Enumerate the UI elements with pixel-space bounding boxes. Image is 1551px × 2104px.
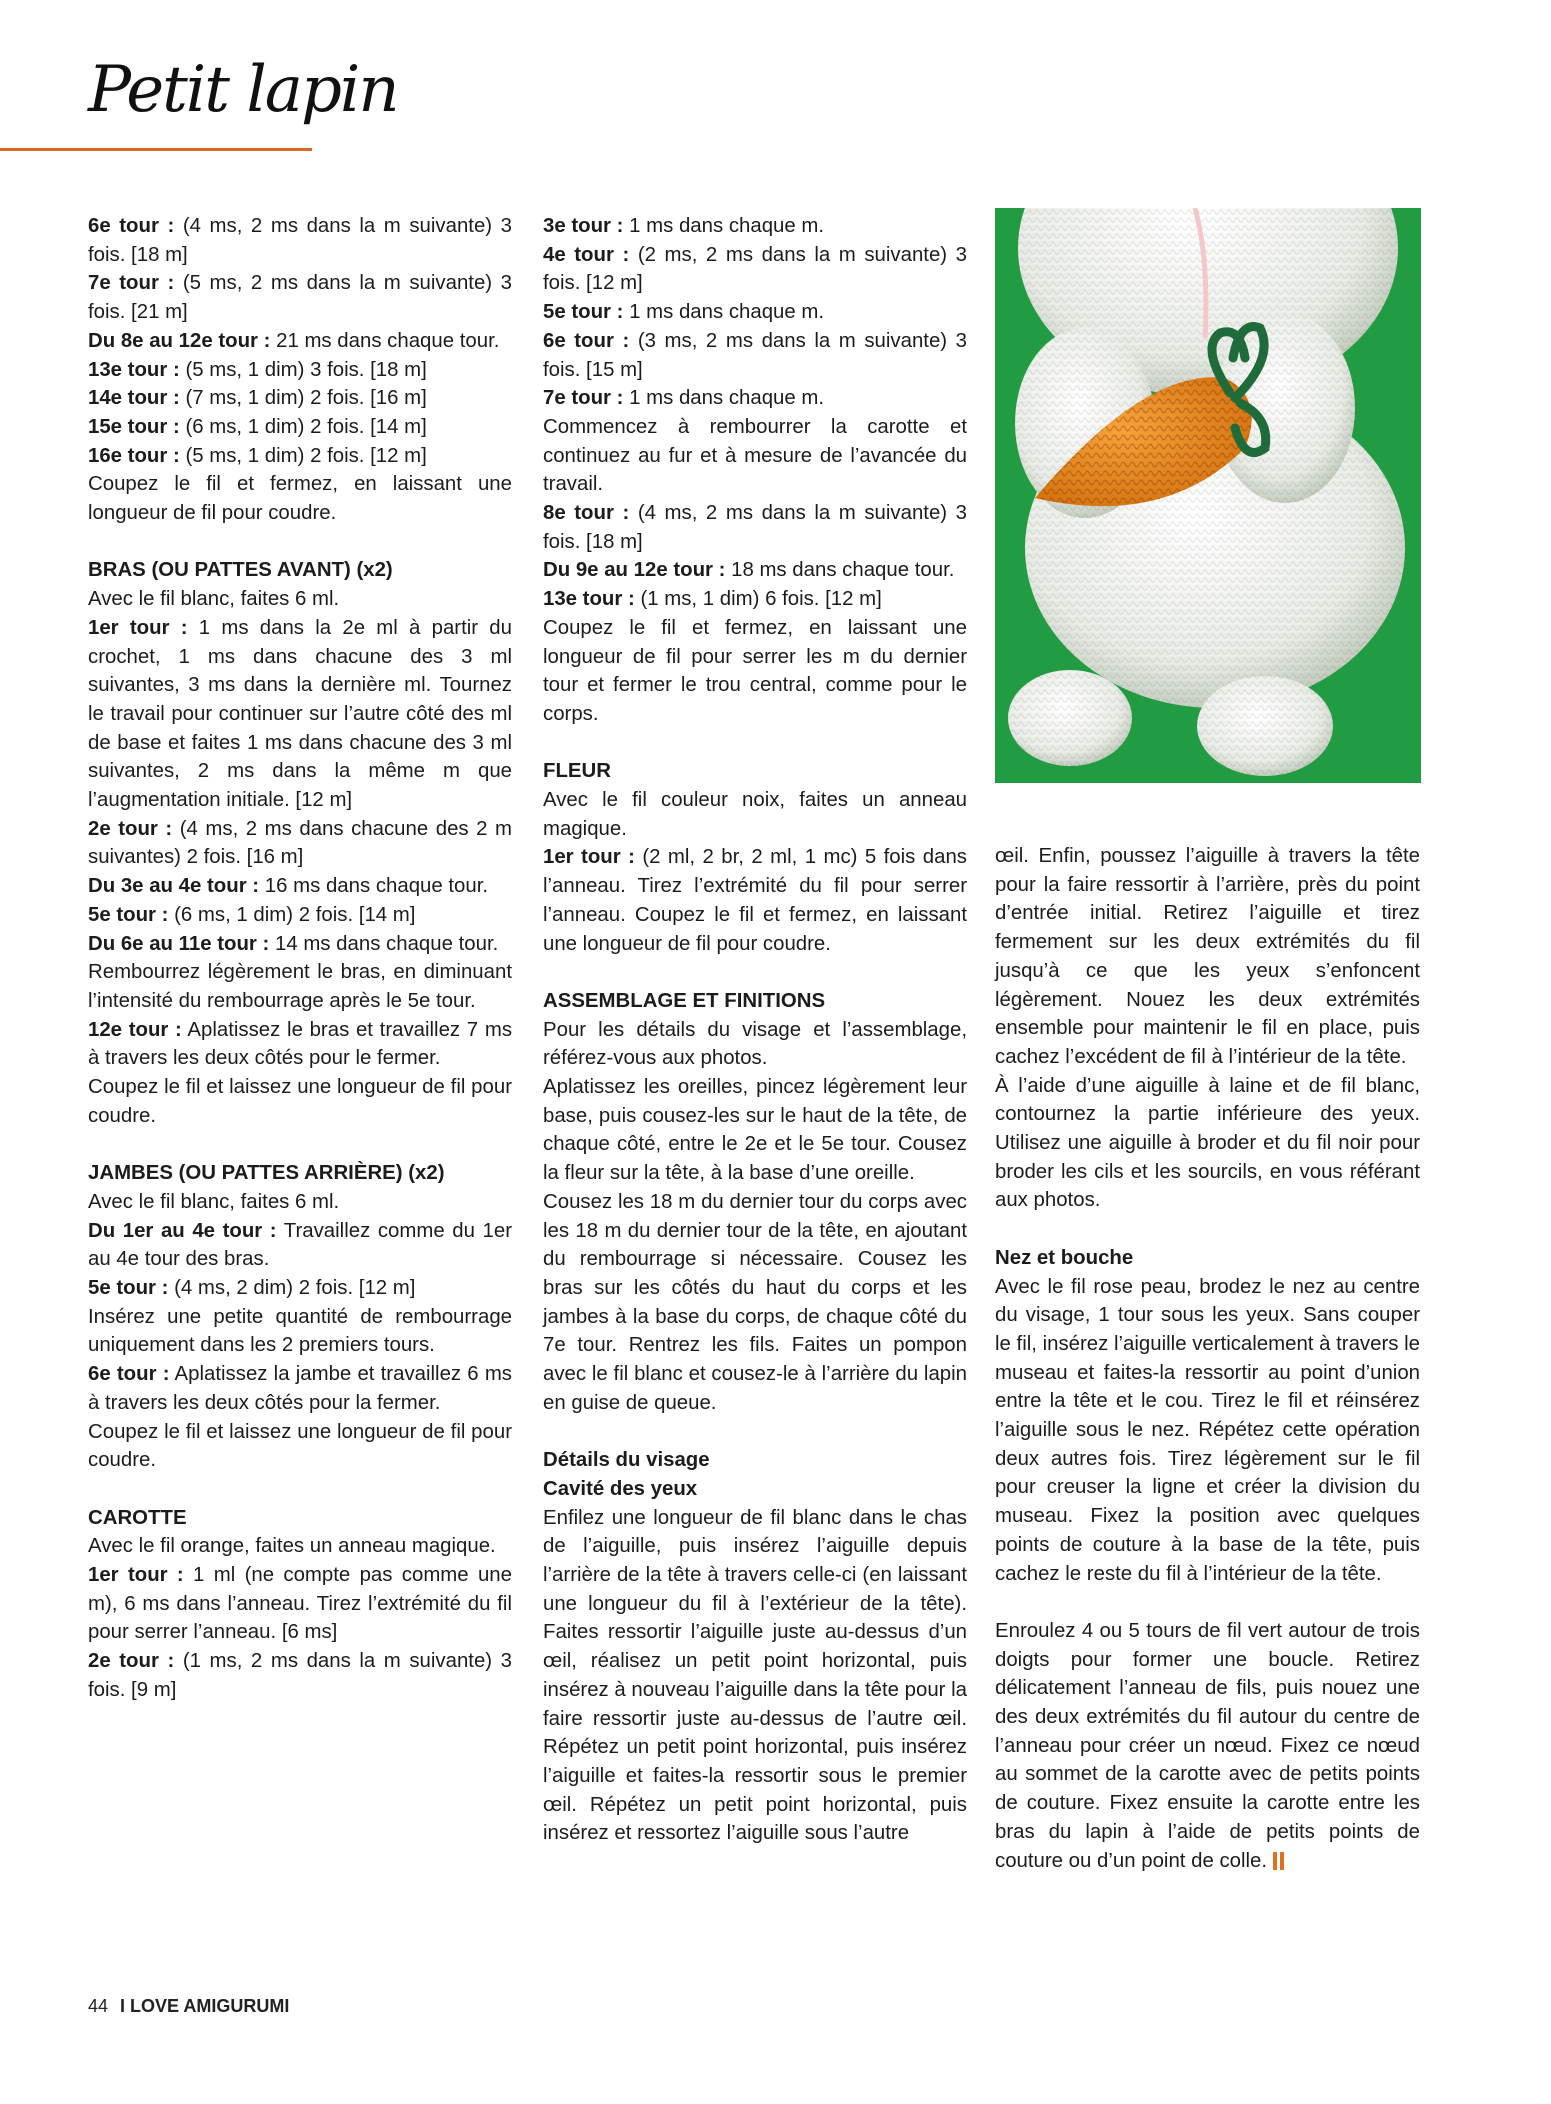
instruction-text: Coupez le fil et laissez une longueur de fil pour coudre. (88, 1420, 512, 1472)
instruction-paragraph (88, 1073, 512, 1130)
magazine-name: I LOVE AMIGURUMI (120, 1996, 290, 2016)
instruction-text: Travaillez comme du 1er au 4e tour des bras. (88, 1219, 512, 1271)
instruction-text: 1 ms dans chaque m. (623, 215, 825, 237)
article-end-icon (1273, 1852, 1284, 1870)
instruction-text: Enfilez une longueur de fil blanc dans le chas de l’aiguille, puis insérez l’aiguille depuis l’arrière de la tête à travers celle-ci (en laissant une longueur du fil à l’extérieur de la tête). Faites ressortir l’aiguille juste au-dessus d’un œil, réalisez un petit point horizontal, puis insérez à nouveau l’aiguille dans la tête pour la faire ressortir juste au-dessus de l’autre œil. Répétez un petit point horizontal, puis insérez l’aiguille et faites-la ressortir sous le premier œil. Répétez un petit point horizontal, puis insérez et ressortez l’aiguille sous l’autre (543, 1506, 967, 1845)
instruction-paragraph (88, 1647, 512, 1704)
instruction-paragraph (88, 1360, 512, 1417)
instruction-text: (5 ms, 2 ms dans la m suivante) 3 fois. [21 m] (88, 272, 513, 324)
round-label: 6e tour : (88, 215, 175, 237)
instruction-text: (5 ms, 1 dim) 3 fois. [18 m] (179, 358, 427, 381)
round-label: 5e tour : (88, 903, 169, 926)
round-label: 4e tour : (543, 243, 630, 266)
paragraph-gap (543, 729, 967, 758)
round-label: 5e tour : (88, 1276, 169, 1299)
instruction-text: (4 ms, 2 dim) 2 fois. [12 m] (168, 1276, 416, 1299)
round-label: 7e tour : (543, 387, 624, 410)
instruction-paragraph (543, 786, 967, 843)
section-heading: Nez et bouche (995, 1246, 1134, 1269)
round-label: 8e tour : (543, 502, 630, 525)
instruction-paragraph (995, 842, 1420, 1072)
section-heading: FLEUR (543, 760, 611, 783)
instruction-text: Avec le fil couleur noix, faites un anneau magique. (543, 789, 967, 840)
instruction-text: Insérez une petite quantité de rembourrage uniquement dans les 2 premiers tours. (88, 1305, 512, 1357)
instruction-paragraph (88, 212, 512, 269)
round-label: 1er tour : (88, 616, 188, 639)
round-label: 13e tour : (543, 588, 635, 611)
instruction-paragraph (88, 1217, 512, 1274)
instruction-paragraph (88, 1561, 512, 1647)
instruction-text: œil. Enfin, poussez l’aiguille à travers la tête pour la faire ressortir à l’arrière, près du point d’entrée initial. Retirez l’aiguille et tirez fermement sur les deux extrémités du fil jusqu’à ce que les yeux s’enfoncent légèrement. Nouez les deux extrémités ensemble pour maintenir le fil en place, puis cachez l’excédent de fil à l’intérieur de la tête. (995, 845, 1420, 1068)
instruction-text: Pour les détails du visage et l’assemblage, référez-vous aux photos. (543, 1018, 967, 1070)
instruction-paragraph (543, 614, 967, 729)
instruction-paragraph (995, 1273, 1420, 1589)
round-label: 1er tour : (543, 846, 635, 869)
paragraph-gap (88, 1130, 512, 1159)
instruction-text: Avec le fil rose peau, brodez le nez au centre du visage, 1 tour sous les yeux. Sans couper le fil, insérez l’aiguille verticalement à travers le museau et faites-la ressortir au point d’union entre la tête et le cou. Tirez le fil et réinsérez l’aiguille sous le nez. Répétez cette opération deux autres fois. Tirez légèrement sur le fil pour creuser la ligne et créer la division du museau. Fixez la position avec quelques points de couture à la base de la tête, puis cachez le reste du fil à l’intérieur de la tête. (995, 1275, 1420, 1585)
instruction-paragraph (88, 585, 512, 614)
round-label: 5e tour : (543, 301, 624, 324)
round-label: 6e tour : (543, 329, 630, 352)
section-heading: CAROTTE (88, 1506, 187, 1529)
round-label: 15e tour : (88, 415, 180, 438)
instruction-text: 1 ms dans chaque m. (623, 387, 825, 410)
text-column-2 (543, 212, 967, 1848)
instruction-text: (5 ms, 1 dim) 2 fois. [12 m] (179, 444, 427, 467)
round-label: Du 8e au 12e tour : (88, 329, 271, 352)
instruction-paragraph (543, 1188, 967, 1418)
text-column-1 (88, 212, 512, 1705)
instruction-paragraph (88, 384, 512, 413)
paragraph-gap (543, 1418, 967, 1447)
instruction-paragraph (543, 212, 967, 241)
instruction-text: Cousez les 18 m du dernier tour du corps avec les 18 m du dernier tour de la tête, en ajoutant du rembourrage si nécessaire. Cousez les bras sur les côtés du haut du corps et les jambes à la base du corps, de chaque côté du 7e tour. Rentrez les fils. Faites un pompon avec le fil blanc et cousez-le à l’arrière du lapin en guise de queue. (543, 1190, 967, 1414)
instruction-paragraph (88, 614, 512, 815)
instruction-paragraph (88, 1188, 512, 1217)
page-number: 44 (88, 1996, 109, 2016)
round-label: Du 6e au 11e tour : (88, 932, 270, 955)
instruction-text: Rembourrez légèrement le bras, en diminuant l’intensité du rembourrage après le 5e tour. (88, 961, 512, 1012)
instruction-paragraph (88, 1532, 512, 1561)
instruction-paragraph (88, 1016, 512, 1073)
instruction-text: 1 ml (ne compte pas comme une m), 6 ms dans l’anneau. Tirez l’extrémité du fil pour serrer l’anneau. [6 ms] (88, 1564, 512, 1644)
instruction-paragraph (543, 1073, 967, 1188)
instruction-text: (4 ms, 2 ms dans la m suivante) 3 fois. [18 m] (543, 502, 968, 553)
crocheted-bunny-illustration (995, 208, 1421, 783)
round-label: 16e tour : (88, 444, 180, 467)
instruction-text: À l’aide d’une aiguille à laine et de fil blanc, contournez la partie inférieure des yeux. Utilisez une aiguille à broder et du fil noir pour broder les cils et les sourcils, en vous référant aux photos. (995, 1074, 1420, 1212)
instruction-text: (4 ms, 2 ms dans chacune des 2 m suivantes) 2 fois. [16 m] (88, 817, 513, 869)
round-label: Du 3e au 4e tour : (88, 875, 260, 898)
instruction-text: Coupez le fil et laissez une longueur de fil pour coudre. (88, 1076, 512, 1127)
round-label: 7e tour : (88, 272, 175, 295)
section-heading: BRAS (OU PATTES AVANT) (x2) (88, 559, 393, 582)
instruction-paragraph (88, 930, 512, 959)
instruction-paragraph (88, 901, 512, 930)
round-label: 13e tour : (88, 358, 180, 381)
instruction-paragraph (88, 1418, 512, 1475)
round-label: 12e tour : (88, 1018, 182, 1041)
instruction-text: 18 ms dans chaque tour. (725, 559, 955, 582)
instruction-paragraph (543, 241, 967, 298)
instruction-text: (2 ml, 2 br, 2 ml, 1 mc) 5 fois dans l’anneau. Tirez l’extrémité du fil pour serrer l’anneau. Coupez le fil et fermez, en laissant une longueur de fil pour coudre. (543, 846, 967, 955)
instruction-paragraph (543, 413, 967, 499)
instruction-text: (2 ms, 2 ms dans la m suivante) 3 fois. [12 m] (543, 243, 968, 295)
instruction-paragraph (88, 470, 512, 527)
instruction-text: (3 ms, 2 ms dans la m suivante) 3 fois. [15 m] (543, 329, 968, 381)
instruction-text: Commencez à rembourrer la carotte et continuez au fur et à mesure de l’avancée du travail. (543, 415, 967, 496)
instruction-paragraph (995, 1617, 1420, 1875)
section-heading: Cavité des yeux (543, 1477, 698, 1500)
page-title: Petit lapin (88, 53, 398, 127)
instruction-text: 14 ms dans chaque tour. (269, 932, 499, 955)
instruction-paragraph (88, 872, 512, 901)
instruction-text: Aplatissez le bras et travaillez 7 ms à travers les deux côtés pour le fermer. (88, 1018, 513, 1070)
instruction-text: Coupez le fil et fermez, en laissant une longueur de fil pour coudre. (88, 473, 512, 525)
title-underline (0, 148, 312, 151)
round-label: 14e tour : (88, 387, 180, 410)
instruction-text: (6 ms, 1 dim) 2 fois. [14 m] (179, 415, 427, 438)
round-label: Du 1er au 4e tour : (88, 1219, 277, 1242)
instruction-paragraph (88, 327, 512, 356)
instruction-paragraph (543, 585, 967, 614)
paragraph-gap (88, 528, 512, 557)
instruction-paragraph (88, 1274, 512, 1303)
instruction-paragraph (543, 384, 967, 413)
instruction-paragraph (88, 958, 512, 1015)
paragraph-gap (543, 958, 967, 987)
instruction-paragraph (543, 499, 967, 556)
instruction-paragraph (543, 1504, 967, 1848)
round-label: 2e tour : (88, 817, 173, 840)
instruction-text: 1 ms dans chaque m. (623, 301, 825, 324)
instruction-text: Coupez le fil et fermez, en laissant une longueur de fil pour serrer les m du dernier tour et fermer le trou central, comme pour le corps. (543, 616, 967, 725)
instruction-paragraph (543, 1016, 967, 1073)
instruction-paragraph (543, 556, 967, 585)
instruction-paragraph (543, 327, 967, 384)
instruction-text: Aplatissez les oreilles, pincez légèrement leur base, puis cousez-les sur le haut de la tête, de chaque côté, entre le 2e et le 5e tour. Cousez la fleur sur la tête, à la base d’une oreille. (543, 1076, 967, 1185)
instruction-text: (7 ms, 1 dim) 2 fois. [16 m] (179, 387, 427, 410)
paragraph-gap (88, 1475, 512, 1504)
instruction-text: 1 ms dans la 2e ml à partir du crochet, 1 ms dans chacune des 3 ml suivantes, 3 ms dans la dernière ml. Tournez le travail pour continuer sur l’autre côté des ml de base et faites 1 ms dans chacune des 3 ml suivantes, 2 ms dans la même m que l’augmentation initiale. [12 m] (88, 616, 512, 812)
bunny-photo (995, 208, 1421, 783)
instruction-text: (4 ms, 2 ms dans la m suivante) 3 fois. [18 m] (88, 215, 513, 266)
round-label: 1er tour : (88, 1564, 184, 1586)
page-footer (88, 1996, 289, 2017)
paragraph-gap (995, 1215, 1420, 1244)
instruction-text: (1 ms, 2 ms dans la m suivante) 3 fois. [9 m] (88, 1650, 513, 1701)
instruction-paragraph (995, 1072, 1420, 1216)
instruction-paragraph (543, 843, 967, 958)
round-label: 6e tour : (88, 1363, 170, 1386)
section-heading: Détails du visage (543, 1449, 710, 1472)
instruction-text: 16 ms dans chaque tour. (259, 875, 489, 898)
paragraph-gap (995, 1588, 1420, 1617)
text-column-3 (995, 842, 1420, 1875)
instruction-paragraph (543, 298, 967, 327)
instruction-text: Enroulez 4 ou 5 tours de fil vert autour de trois doigts pour former une boucle. Retirez délicatement l’anneau de fils, puis nouez une des deux extrémités du fil autour du centre de l’anneau pour créer un nœud. Fixez ce nœud au sommet de la carotte avec de petits points de couture. Fixez ensuite la carotte entre les bras du lapin à l’aide de petits points de couture ou d’un point de colle. (995, 1619, 1420, 1872)
instruction-paragraph (88, 815, 512, 872)
instruction-paragraph (88, 269, 512, 326)
section-heading: JAMBES (OU PATTES ARRIÈRE) (x2) (88, 1162, 445, 1185)
instruction-text: Avec le fil blanc, faites 6 ml. (88, 1190, 340, 1213)
instruction-text: Avec le fil orange, faites un anneau magique. (88, 1535, 496, 1558)
instruction-paragraph (88, 356, 512, 385)
instruction-paragraph (88, 1303, 512, 1360)
instruction-paragraph (88, 442, 512, 471)
instruction-text: (6 ms, 1 dim) 2 fois. [14 m] (168, 903, 416, 926)
instruction-paragraph (88, 413, 512, 442)
round-label: Du 9e au 12e tour : (543, 559, 726, 582)
instruction-text: 21 ms dans chaque tour. (270, 329, 500, 352)
instruction-text: (1 ms, 1 dim) 6 fois. [12 m] (634, 588, 882, 611)
round-label: 2e tour : (88, 1650, 175, 1673)
section-heading: ASSEMBLAGE ET FINITIONS (543, 989, 826, 1012)
round-label: 3e tour : (543, 215, 624, 237)
instruction-text: Avec le fil blanc, faites 6 ml. (88, 588, 340, 611)
instruction-text: Aplatissez la jambe et travaillez 6 ms à travers les deux côtés pour la fermer. (88, 1363, 512, 1414)
